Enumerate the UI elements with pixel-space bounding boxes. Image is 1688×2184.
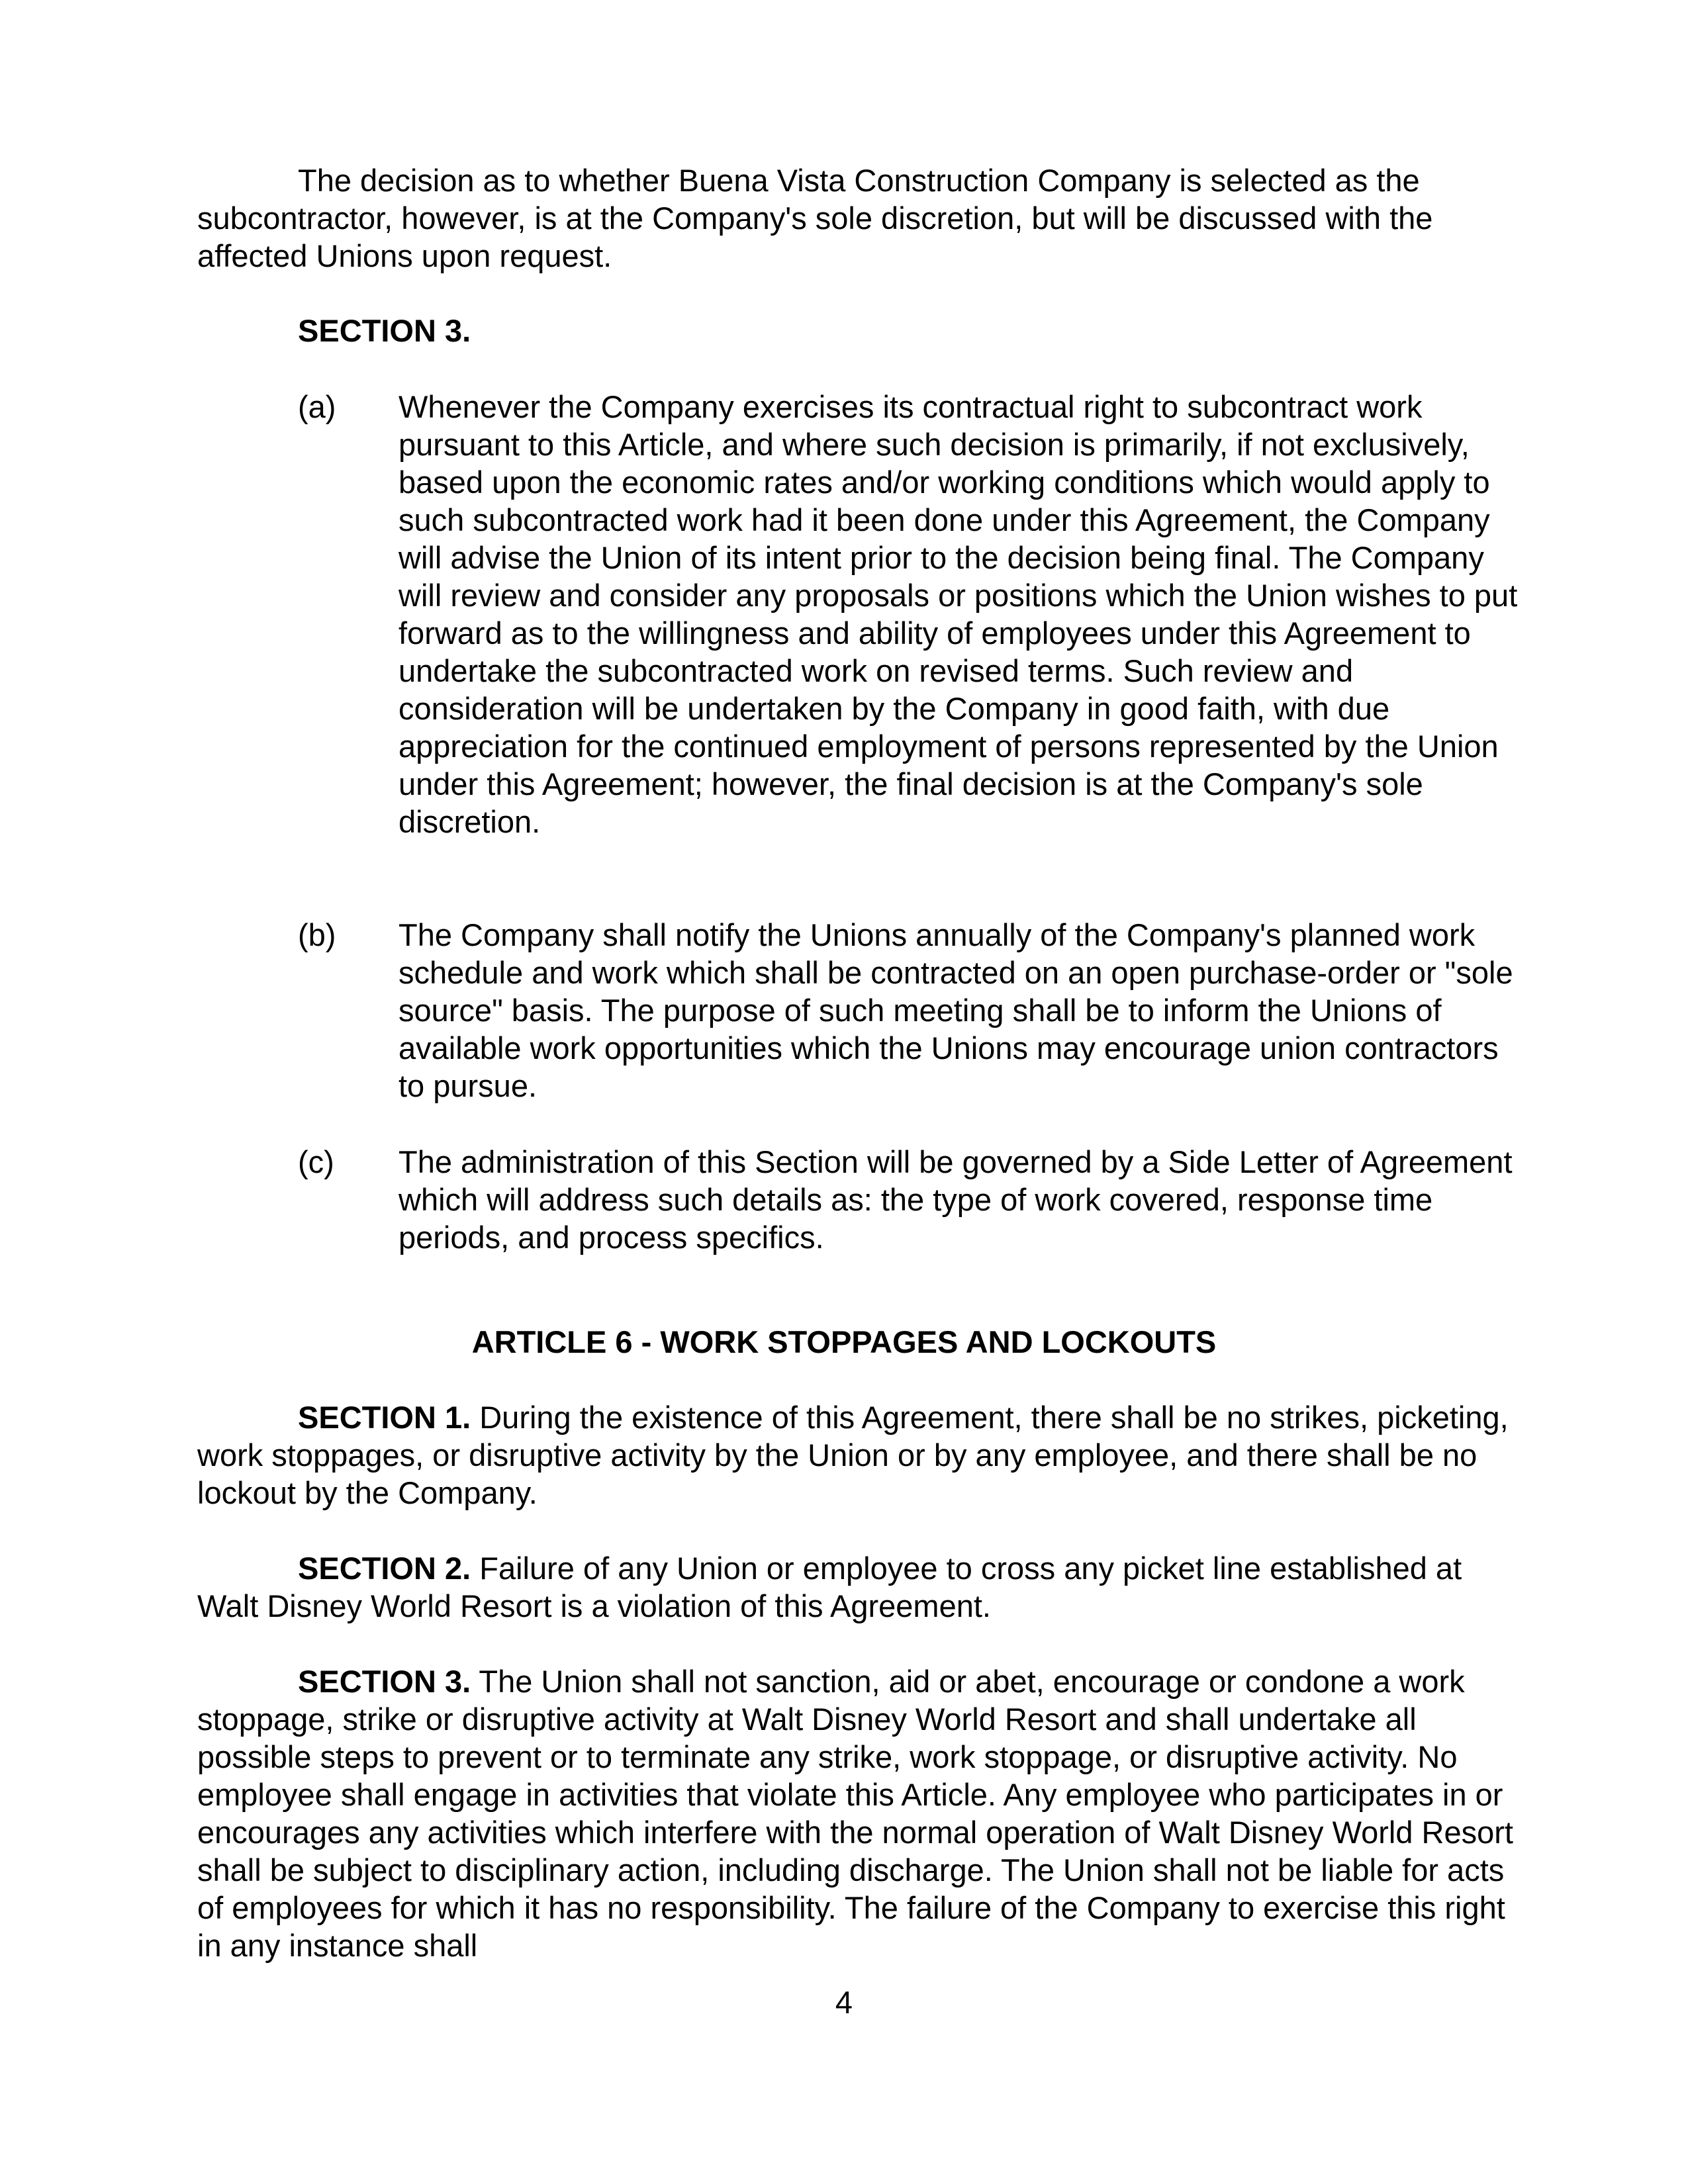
- article-6-heading: ARTICLE 6 - WORK STOPPAGES AND LOCKOUTS: [471, 1324, 1217, 1359]
- section-label: SECTION 1.: [298, 1400, 471, 1435]
- section-text: Failure of any Union or employee to cross any picket line established at Walt Disney World Resort is a violation of this Agreement.: [197, 1551, 1462, 1623]
- section-label: SECTION 3.: [298, 1664, 471, 1699]
- section-3-heading: SECTION 3.: [298, 313, 471, 348]
- article-6-section-3: [197, 1662, 1515, 1964]
- item-text: The administration of this Section will be governed by a Side Letter of Agreement which will address such details as: the type of work covered, response time periods, and process specifics.: [399, 1144, 1513, 1255]
- intro-paragraph: The decision as to whether Buena Vista Construction Company is selected as the subcontractor, however, is at the Company's sole discretion, but will be discussed with the affected Unions upon request.: [197, 163, 1433, 273]
- section-label: SECTION 2.: [298, 1551, 471, 1586]
- item-label: (c): [298, 1144, 334, 1179]
- item-text: Whenever the Company exercises its contractual right to subcontract work pursuant to this Article, and where such decision is primarily, if not exclusively, based upon the economic rates and/or working conditions which would apply to such subcontracted work had it been done under this Agreement, the Company will advise the Union of its intent prior to the decision being final. The Company will review and consider any proposals or positions which the Union wishes to put forward as to the willingness and ability of employees under this Agreement to undertake the subcontracted work on revised terms. Such review and consideration will be undertaken by the Company in good faith, with due appreciation for the continued employment of persons represented by the Union under this Agreement; however, the final decision is at the Company's sole discretion.: [399, 389, 1518, 839]
- article-6-section-2: [197, 1549, 1515, 1625]
- item-text: The Company shall notify the Unions annually of the Company's planned work schedule and work which shall be contracted on an open purchase-order or "sole source" basis. The purpose of such meeting shall be to inform the Unions of available work opportunities which the Unions may encourage union contractors to pursue.: [399, 917, 1513, 1103]
- page-number: 4: [835, 1985, 853, 2020]
- section-text: During the existence of this Agreement, there shall be no strikes, picketing, work stoppages, or disruptive activity by the Union or by any employee, and there shall be no lockout by the Company.: [197, 1400, 1509, 1510]
- item-label: (b): [298, 917, 336, 952]
- section-text: The Union shall not sanction, aid or abet, encourage or condone a work stoppage, strike or disruptive activity at Walt Disney World Resort and shall undertake all possible steps to prevent or to terminate any strike, work stoppage, or disruptive activity. No employee shall engage in activities that violate this Article. Any employee who participates in or encourages any activities which interfere with the normal operation of Walt Disney World Resort shall be subject to disciplinary action, including discharge. The Union shall not be liable for acts of employees for which it has no responsibility. The failure of the Company to exercise this right in any instance shall: [197, 1664, 1513, 1963]
- article-6-section-1: [197, 1398, 1515, 1512]
- item-label: (a): [298, 389, 336, 424]
